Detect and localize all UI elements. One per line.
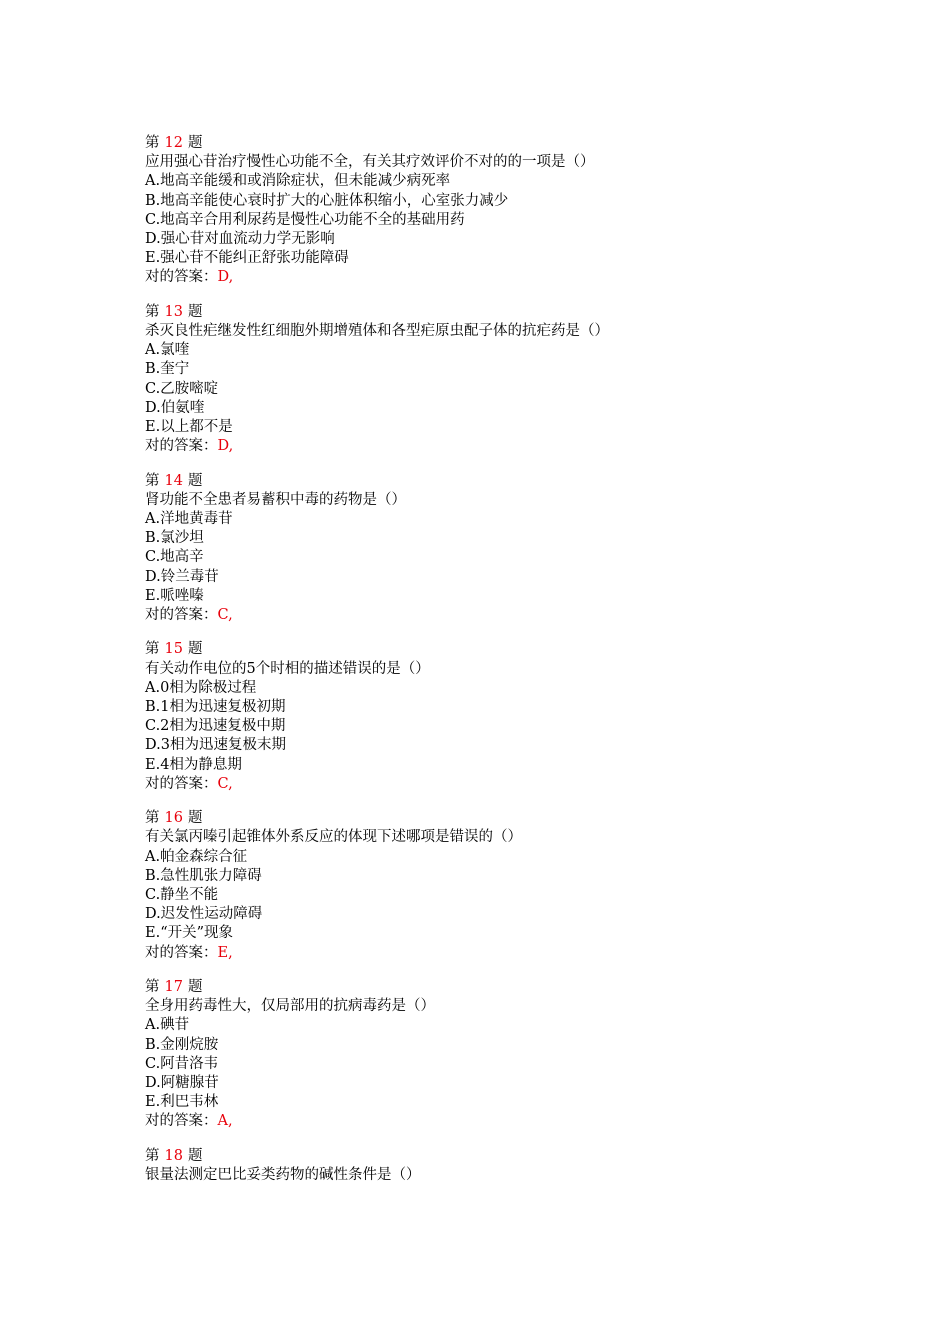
option-item: A.0相为除极过程 [145,679,257,696]
answer-line [145,944,905,963]
question-prefix: 第 [145,1147,160,1164]
option-item: D.强心苷对血流动力学无影响 [145,230,335,247]
option-item: C.2相为迅速复极中期 [145,718,286,735]
answer-value: C, [217,775,233,792]
option-list [145,341,905,437]
question-13 [145,303,905,457]
option-item: E.4相为静息期 [145,756,242,773]
document-page [145,134,905,1200]
option-item: B.金刚烷胺 [145,1036,219,1053]
option-item: D.迟发性运动障碍 [145,906,263,923]
question-number: 18 [164,1147,183,1164]
question-prefix: 第 [145,641,160,658]
option-list [145,1016,905,1112]
option-list [145,679,905,775]
answer-value: A, [217,1113,233,1130]
question-stem: 有关氯丙嗪引起锥体外系反应的体现下述哪项是错误的（） [145,829,522,846]
option-item: B.奎宁 [145,361,190,378]
question-stem: 全身用药毒性大，仅局部用的抗病毒药是（） [145,998,435,1015]
answer-line [145,1112,905,1131]
question-suffix: 题 [187,303,203,320]
option-item: A.帕金森综合征 [145,848,248,865]
question-prefix: 第 [145,978,160,995]
question-prefix: 第 [145,303,160,320]
option-item: B.1相为迅速复极初期 [145,698,286,715]
option-item: B.急性肌张力障碍 [145,867,262,884]
option-item: D.铃兰毒苷 [145,568,219,585]
answer-label: 对的答案： [145,606,218,623]
option-list [145,848,905,944]
answer-value: D, [217,438,234,455]
answer-label: 对的答案： [145,1113,218,1130]
question-suffix: 题 [187,641,203,658]
question-stem: 应用强心苷治疗慢性心功能不全，有关其疗效评价不对的的一项是（） [145,154,595,171]
question-15 [145,640,905,794]
question-stem: 有关动作电位的5个时相的描述错误的是（） [145,660,430,677]
option-item: A.氯喹 [145,342,190,359]
question-17 [145,978,905,1132]
question-heading [145,809,905,828]
option-item: B.氯沙坦 [145,530,204,547]
answer-label: 对的答案： [145,269,218,286]
question-number: 12 [164,135,183,151]
question-suffix: 题 [187,810,203,827]
question-heading [145,1147,905,1166]
option-item: C.静坐不能 [145,886,219,903]
answer-line [145,775,905,794]
option-list [145,510,905,606]
answer-value: E, [217,944,233,961]
question-12 [145,134,905,288]
option-item: A.地高辛能缓和或消除症状，但未能减少病死率 [145,173,451,190]
option-item: E.哌唑嗪 [145,587,204,604]
answer-line [145,606,905,625]
question-number: 16 [164,810,183,827]
option-item: E.利巴韦林 [145,1094,219,1111]
option-item: A.碘苷 [145,1017,190,1034]
option-item: C.乙胺嘧啶 [145,380,219,397]
answer-line [145,437,905,456]
question-prefix: 第 [145,135,160,151]
option-item: A.洋地黄毒苷 [145,510,233,527]
question-18 [145,1147,905,1185]
question-16 [145,809,905,963]
answer-label: 对的答案： [145,775,218,792]
question-heading [145,134,905,153]
question-suffix: 题 [187,472,203,489]
question-stem: 肾功能不全患者易蓄积中毒的药物是（） [145,491,406,508]
option-item: E.以上都不是 [145,418,233,435]
question-number: 15 [164,641,183,658]
question-heading [145,472,905,491]
answer-value: D, [217,269,234,286]
question-stem: 杀灭良性疟继发性红细胞外期增殖体和各型疟原虫配子体的抗疟药是（） [145,322,609,339]
answer-label: 对的答案： [145,944,218,961]
option-item: E.“开关”现象 [145,925,234,942]
question-suffix: 题 [187,978,203,995]
question-prefix: 第 [145,810,160,827]
question-number: 13 [164,303,183,320]
option-item: D.3相为迅速复极末期 [145,737,286,754]
option-list [145,172,905,268]
question-number: 14 [164,472,183,489]
option-item: C.阿昔洛韦 [145,1055,219,1072]
option-item: C.地高辛合用利尿药是慢性心功能不全的基础用药 [145,211,465,228]
question-heading [145,978,905,997]
option-item: D.阿糖腺苷 [145,1074,219,1091]
answer-label: 对的答案： [145,438,218,455]
option-item: C.地高辛 [145,549,204,566]
question-suffix: 题 [187,135,203,151]
question-14 [145,472,905,626]
question-stem: 银量法测定巴比妥类药物的碱性条件是（） [145,1166,421,1183]
option-item: D.伯氨喹 [145,399,205,416]
question-suffix: 题 [187,1147,203,1164]
question-heading [145,303,905,322]
option-item: E.强心苷不能纠正舒张功能障碍 [145,250,349,267]
answer-line [145,268,905,287]
question-heading [145,640,905,659]
answer-value: C, [217,606,233,623]
question-number: 17 [164,978,183,995]
question-prefix: 第 [145,472,160,489]
option-item: B.地高辛能使心衰时扩大的心脏体积缩小，心室张力减少 [145,192,509,209]
